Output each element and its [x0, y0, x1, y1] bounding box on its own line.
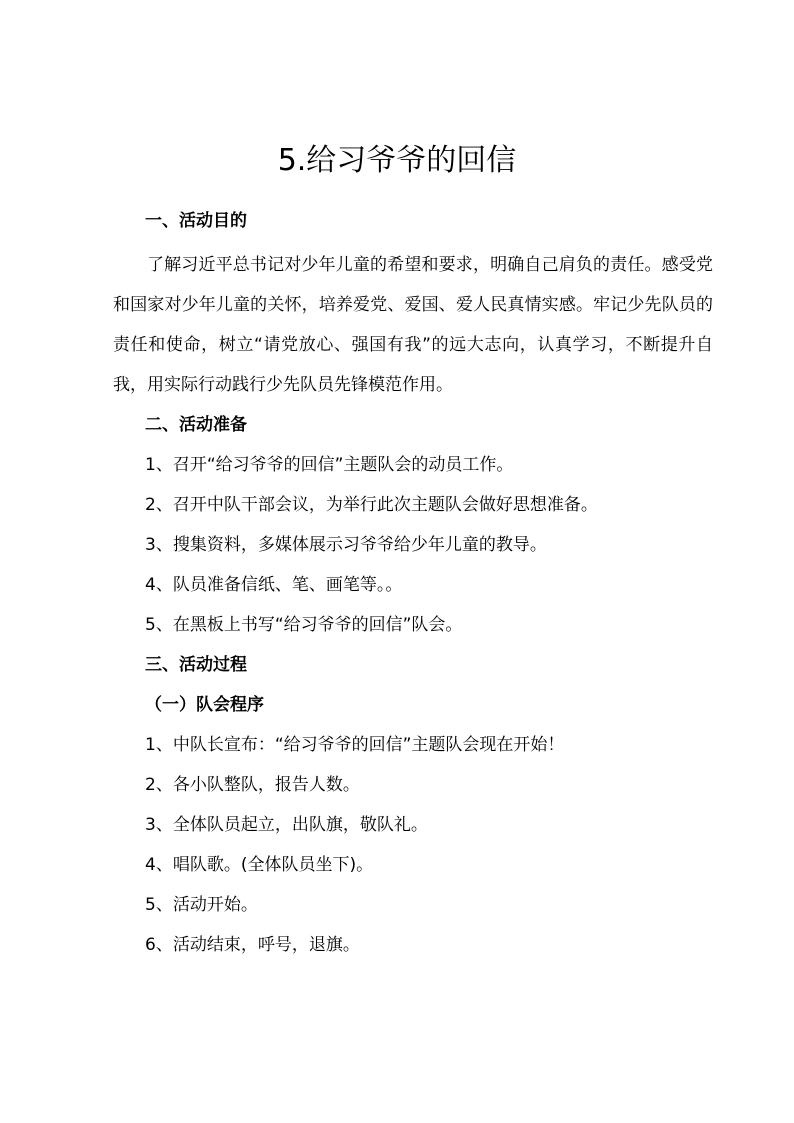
preparation-item: 5、在黑板上书写“给习爷爷的回信”队会。 [145, 615, 463, 635]
program-item: 3、全体队员起立，出队旗，敬队礼。 [145, 815, 428, 835]
subsection-heading-program: （一）队会程序 [145, 695, 264, 715]
preparation-item: 3、搜集资料，多媒体展示习爷爷给少年儿童的教导。 [145, 535, 547, 555]
section-heading-preparation: 二、活动准备 [145, 415, 247, 435]
purpose-paragraph: 了解习近平总书记对少年儿童的希望和要求，明确自己肩负的责任。感受党和国家对少年儿童的关怀，培养爱党、爱国、爱人民真情实感。牢记少先队员的责任和使命，树立“请党放心、强国有我”的远大志向，认真学习，不断提升自我，用实际行动践行少先队员先锋模范作用。 [113, 255, 713, 395]
program-item: 6、活动结束，呼号，退旗。 [145, 935, 360, 955]
program-item: 5、活动开始。 [145, 895, 258, 915]
preparation-item: 1、召开“给习爷爷的回信”主题队会的动员工作。 [145, 455, 514, 475]
section-heading-process: 三、活动过程 [145, 655, 247, 675]
section-heading-purpose: 一、活动目的 [145, 211, 247, 231]
page-title: 5.给习爷爷的回信 [277, 143, 517, 178]
preparation-item: 2、召开中队干部会议，为举行此次主题队会做好思想准备。 [145, 495, 598, 515]
program-item: 2、各小队整队，报告人数。 [145, 775, 360, 795]
preparation-item: 4、队员准备信纸、笔、画笔等。。 [145, 575, 403, 595]
program-item: 1、中队长宣布：“给习爷爷的回信”主题队会现在开始！ [145, 735, 565, 755]
program-item: 4、唱队歌。(全体队员坐下)。 [145, 855, 374, 875]
